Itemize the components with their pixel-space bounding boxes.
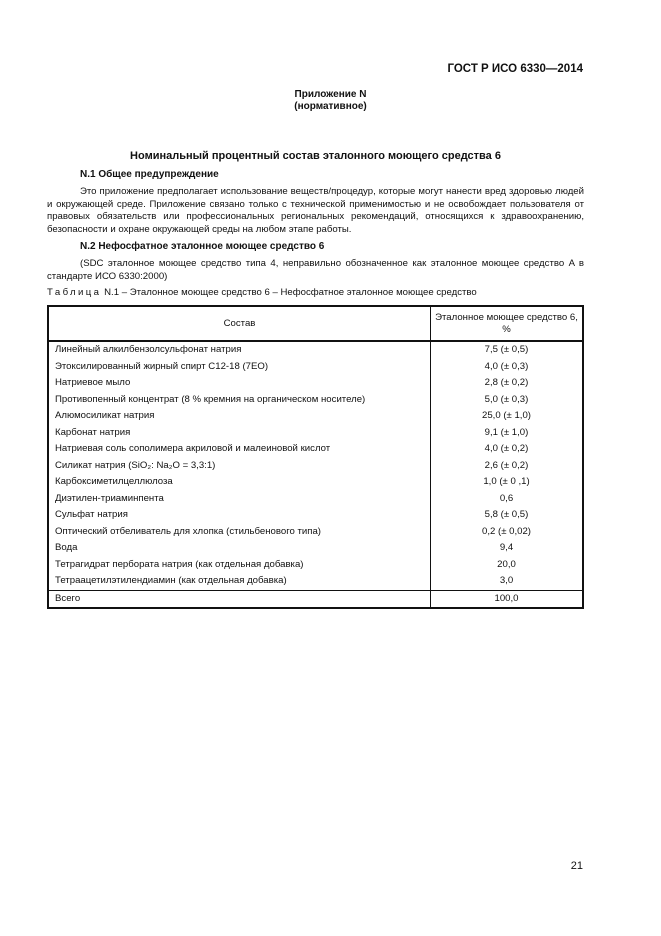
- component-value: 5,8 (± 0,5): [431, 507, 584, 524]
- component-name: Этоксилированный жирный спирт C12-18 (7EO): [48, 359, 431, 376]
- component-name: Карбонат натрия: [48, 425, 431, 442]
- section-heading-n1: N.1 Общее предупреждение: [80, 169, 219, 180]
- column-header-value: Эталонное моющее средство 6, %: [431, 306, 584, 341]
- component-value: 4,0 (± 0,3): [431, 359, 584, 376]
- table-row: [48, 341, 583, 359]
- table-row: [48, 540, 583, 557]
- appendix-title: Приложение N: [294, 89, 367, 100]
- table-row: [48, 458, 583, 475]
- component-value: 9,1 (± 1,0): [431, 425, 584, 442]
- component-value: 2,6 (± 0,2): [431, 458, 584, 475]
- component-name: Противопенный концентрат (8 % кремния на органическом носителе): [48, 392, 431, 409]
- table-row: [48, 392, 583, 409]
- component-name: Тетрагидрат пербората натрия (как отдельная добавка): [48, 557, 431, 574]
- component-name: Оптический отбеливатель для хлопка (стильбенового типа): [48, 524, 431, 541]
- component-name: Диэтилен-триаминпента: [48, 491, 431, 508]
- component-value: 25,0 (± 1,0): [431, 408, 584, 425]
- table-caption-text: N.1 – Эталонное моющее средство 6 – Нефосфатное эталонное моющее средство: [104, 287, 477, 298]
- component-name: Карбоксиметилцеллюлоза: [48, 474, 431, 491]
- appendix-block: [0, 89, 661, 113]
- component-value: 0,2 (± 0,02): [431, 524, 584, 541]
- component-name: Вода: [48, 540, 431, 557]
- component-name: Сульфат натрия: [48, 507, 431, 524]
- component-value: 7,5 (± 0,5): [431, 341, 584, 359]
- section-paragraph-n2: (SDC эталонное моющее средство типа 4, неправильно обозначенное как эталонное моющее средство A в стандарте ИСО 6330:2000): [47, 258, 584, 282]
- section-paragraph-n1: Это приложение предполагает использование веществ/процедур, которые могут нанести вред здоровью людей и окружающей среде. Приложение связано только с технической применимостью и не освобождает пользователя от правовых обязательств или профессиональных региональных рекомендаций, относящихся к здравоохранению, безопасности и охране окружающей среды на любом этапе работы.: [47, 186, 584, 235]
- component-value: 2,8 (± 0,2): [431, 375, 584, 392]
- total-label: Всего: [48, 590, 431, 608]
- table-row: [48, 359, 583, 376]
- component-value: 4,0 (± 0,2): [431, 441, 584, 458]
- component-name: Натриевое мыло: [48, 375, 431, 392]
- appendix-type: (нормативное): [294, 101, 367, 112]
- component-name: Тетраацетилэтилендиамин (как отдельная добавка): [48, 573, 431, 590]
- component-name: Линейный алкилбензолсульфонат натрия: [48, 341, 431, 359]
- page-number: 21: [570, 860, 583, 872]
- component-value: 20,0: [431, 557, 584, 574]
- table-body: [48, 341, 583, 608]
- composition-table: [47, 305, 584, 609]
- column-header-composition: Состав: [48, 306, 431, 341]
- table-header-row: [48, 306, 583, 341]
- component-name: Натриевая соль сополимера акриловой и малеиновой кислот: [48, 441, 431, 458]
- table-row: [48, 507, 583, 524]
- component-value: 3,0: [431, 573, 584, 590]
- table-row: [48, 524, 583, 541]
- component-value: 1,0 (± 0 ,1): [431, 474, 584, 491]
- table-row: [48, 573, 583, 590]
- table-row: [48, 557, 583, 574]
- table-caption-prefix: Таблица: [47, 287, 102, 298]
- table-total-row: [48, 590, 583, 608]
- table-row: [48, 425, 583, 442]
- component-name: Силикат натрия (SiO₂: Na₂O = 3,3:1): [48, 458, 431, 475]
- table-row: [48, 408, 583, 425]
- total-value: 100,0: [431, 590, 584, 608]
- section-heading-n2: N.2 Нефосфатное эталонное моющее средство 6: [80, 241, 325, 252]
- component-value: 0,6: [431, 491, 584, 508]
- table-caption: [47, 287, 477, 298]
- document-title: Номинальный процентный состав эталонного моющего средства 6: [130, 150, 501, 162]
- table-row: [48, 474, 583, 491]
- table-row: [48, 375, 583, 392]
- component-name: Алюмосиликат натрия: [48, 408, 431, 425]
- table-row: [48, 441, 583, 458]
- component-value: 5,0 (± 0,3): [431, 392, 584, 409]
- table-row: [48, 491, 583, 508]
- standard-id: ГОСТ Р ИСО 6330—2014: [447, 63, 583, 75]
- component-value: 9,4: [431, 540, 584, 557]
